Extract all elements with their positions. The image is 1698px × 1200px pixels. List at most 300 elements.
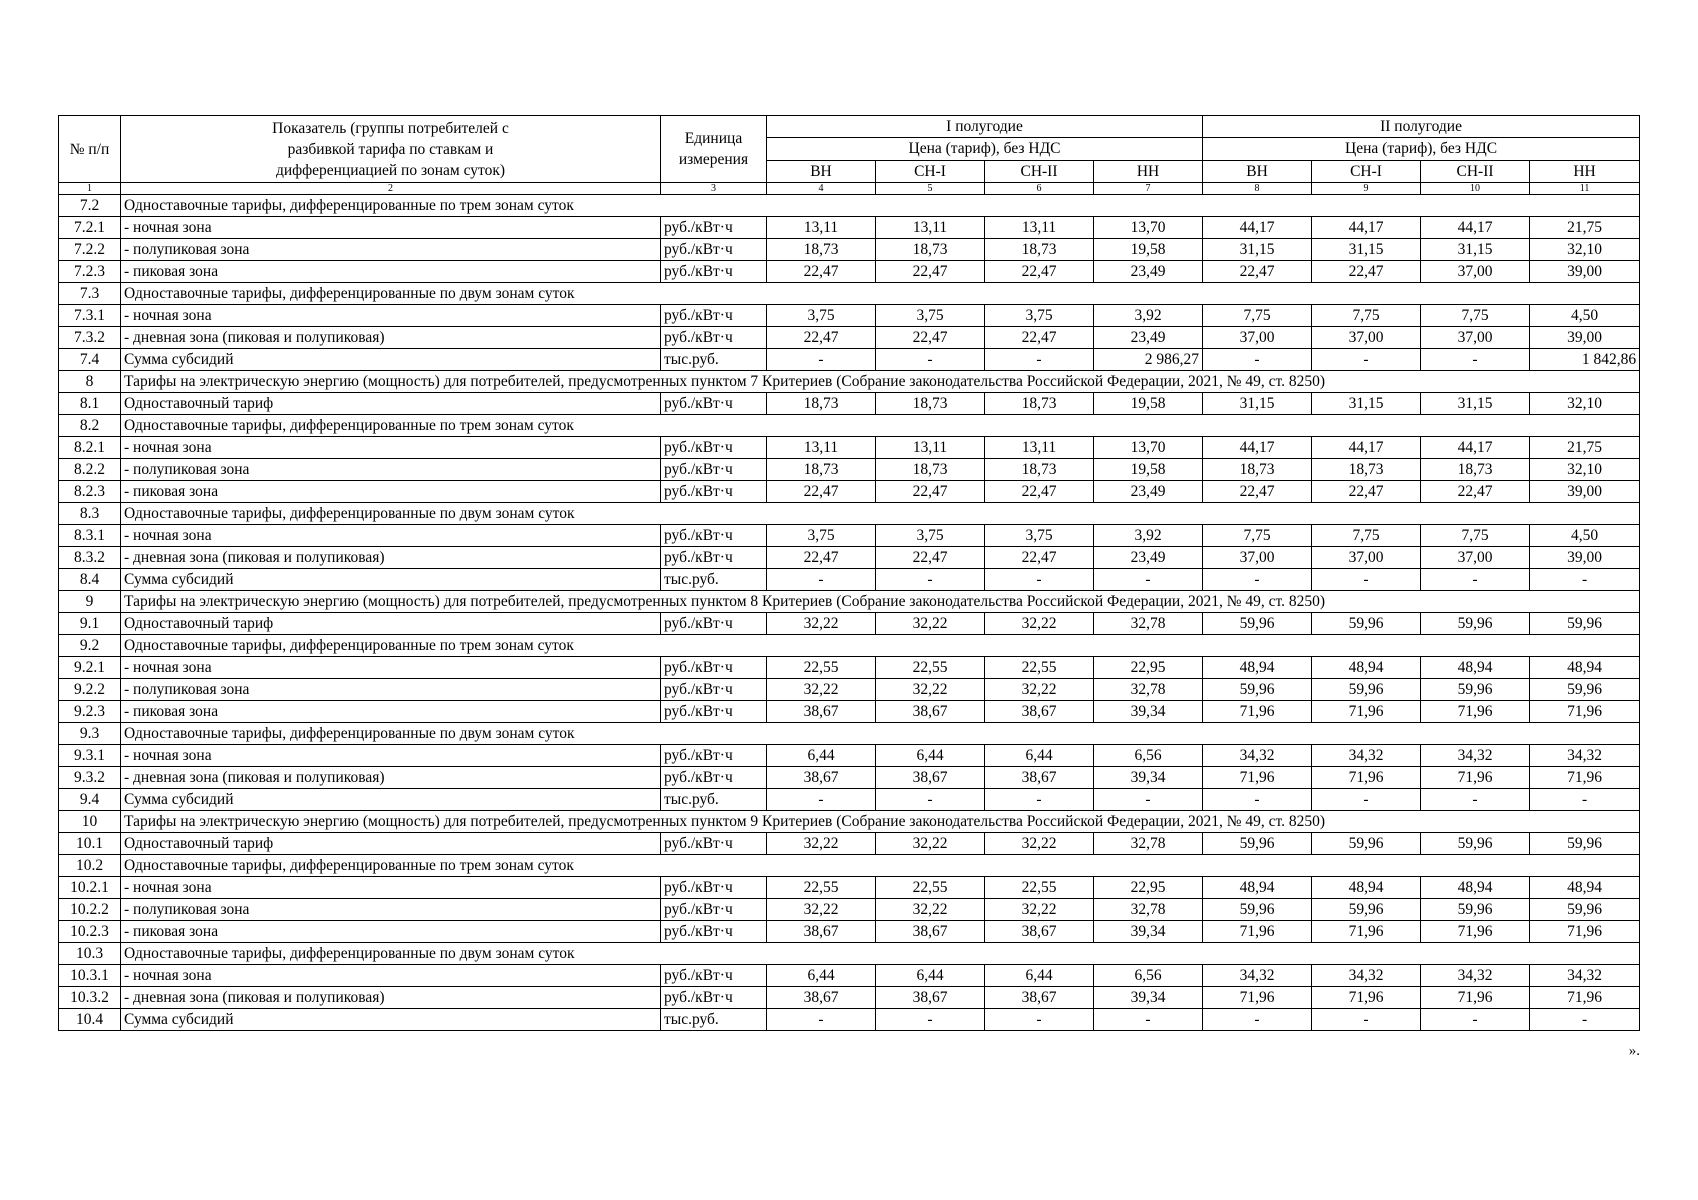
row-unit: руб./кВт·ч — [661, 899, 767, 921]
table-row — [59, 965, 1640, 987]
tariff-value: 34,32 — [1530, 745, 1640, 767]
row-number: 8.3.2 — [59, 547, 121, 569]
tariff-value: 18,73 — [985, 459, 1094, 481]
tariff-value: 22,55 — [767, 657, 876, 679]
tariff-value: 18,73 — [985, 393, 1094, 415]
table-row — [59, 481, 1640, 503]
header-half-2: II полугодие — [1203, 116, 1640, 138]
row-unit: руб./кВт·ч — [661, 217, 767, 239]
tariff-value: 71,96 — [1203, 921, 1312, 943]
tariff-value: - — [767, 1009, 876, 1031]
subsidy-row — [59, 349, 1640, 371]
tariff-value: 23,49 — [1094, 481, 1203, 503]
tariff-value: 38,67 — [985, 701, 1094, 723]
tariff-value: 59,96 — [1421, 833, 1530, 855]
header-half-1: I полугодие — [767, 116, 1203, 138]
tariff-value: 18,73 — [876, 239, 985, 261]
row-number: 9.2 — [59, 635, 121, 657]
tariff-value: 32,10 — [1530, 459, 1640, 481]
tariff-value: - — [876, 569, 985, 591]
tariff-value: 38,67 — [876, 921, 985, 943]
tariff-value: 71,96 — [1312, 987, 1421, 1009]
row-number: 9.3.2 — [59, 767, 121, 789]
tariff-value: 71,96 — [1203, 701, 1312, 723]
col-number: 8 — [1203, 183, 1312, 195]
col-number: 11 — [1530, 183, 1640, 195]
tariff-value: 32,22 — [876, 833, 985, 855]
row-unit: тыс.руб. — [661, 569, 767, 591]
row-number: 10.3.2 — [59, 987, 121, 1009]
tariff-value: 22,47 — [767, 547, 876, 569]
tariff-value: - — [1203, 789, 1312, 811]
tariff-value: 71,96 — [1312, 921, 1421, 943]
header-level: СН-II — [1421, 160, 1530, 182]
tariff-value: 59,96 — [1421, 613, 1530, 635]
tariff-value: 18,73 — [1203, 459, 1312, 481]
tariff-value: 2 986,27 — [1094, 349, 1203, 371]
tariff-value: 22,95 — [1094, 877, 1203, 899]
group-title: Одноставочные тарифы, дифференцированные по двум зонам суток — [121, 503, 1640, 525]
group-header-row — [59, 283, 1640, 305]
row-number: 7.2 — [59, 195, 121, 217]
tariff-value: 48,94 — [1530, 877, 1640, 899]
tariff-value: 22,47 — [985, 481, 1094, 503]
subsidy-row — [59, 569, 1640, 591]
tariff-value: - — [876, 789, 985, 811]
tariff-value: 38,67 — [985, 921, 1094, 943]
tariff-value: 44,17 — [1421, 217, 1530, 239]
row-number: 9.4 — [59, 789, 121, 811]
tariff-value: 32,78 — [1094, 613, 1203, 635]
tariff-value: 39,00 — [1530, 481, 1640, 503]
group-header-row — [59, 415, 1640, 437]
tariff-value: 32,22 — [767, 613, 876, 635]
section-header-row — [59, 371, 1640, 393]
col-number: 4 — [767, 183, 876, 195]
col-number: 6 — [985, 183, 1094, 195]
tariff-value: 38,67 — [767, 987, 876, 1009]
tariff-value: - — [1312, 789, 1421, 811]
tariff-value: 37,00 — [1421, 261, 1530, 283]
group-title: Одноставочные тарифы, дифференцированные по трем зонам суток — [121, 415, 1640, 437]
row-unit: тыс.руб. — [661, 789, 767, 811]
group-title: Одноставочные тарифы, дифференцированные по трем зонам суток — [121, 855, 1640, 877]
tariff-value: 19,58 — [1094, 393, 1203, 415]
row-number: 7.3 — [59, 283, 121, 305]
row-number: 7.2.3 — [59, 261, 121, 283]
row-label: Сумма субсидий — [121, 1009, 661, 1031]
header-level: ВН — [1203, 160, 1312, 182]
row-label: - полупиковая зона — [121, 239, 661, 261]
tariff-value: 48,94 — [1421, 877, 1530, 899]
table-row — [59, 833, 1640, 855]
tariff-value: - — [985, 349, 1094, 371]
row-number: 7.3.2 — [59, 327, 121, 349]
table-row — [59, 393, 1640, 415]
tariff-value: 22,47 — [767, 327, 876, 349]
tariff-value: 32,10 — [1530, 239, 1640, 261]
tariff-value: 71,96 — [1530, 701, 1640, 723]
tariff-value: 59,96 — [1203, 613, 1312, 635]
tariff-value: 7,75 — [1421, 305, 1530, 327]
header-price-2: Цена (тариф), без НДС — [1203, 138, 1640, 160]
tariff-value: 6,44 — [767, 745, 876, 767]
row-label: - ночная зона — [121, 965, 661, 987]
tariff-value: 31,15 — [1203, 239, 1312, 261]
tariff-value: 32,22 — [767, 899, 876, 921]
row-number: 8 — [59, 371, 121, 393]
tariff-value: 48,94 — [1312, 877, 1421, 899]
tariff-value: 22,47 — [876, 481, 985, 503]
tariff-value: 34,32 — [1312, 745, 1421, 767]
row-unit: руб./кВт·ч — [661, 679, 767, 701]
tariff-value: 34,32 — [1530, 965, 1640, 987]
tariff-value: 19,58 — [1094, 239, 1203, 261]
section-header-row — [59, 811, 1640, 833]
row-unit: руб./кВт·ч — [661, 877, 767, 899]
row-number: 7.2.1 — [59, 217, 121, 239]
tariff-value: 22,95 — [1094, 657, 1203, 679]
tariff-value: 22,47 — [1312, 481, 1421, 503]
header-level: НН — [1530, 160, 1640, 182]
tariff-value: 37,00 — [1312, 547, 1421, 569]
tariff-value: 7,75 — [1312, 305, 1421, 327]
tariff-value: 48,94 — [1530, 657, 1640, 679]
row-number: 8.1 — [59, 393, 121, 415]
tariff-value: 22,55 — [876, 657, 985, 679]
tariff-value: - — [1094, 1009, 1203, 1031]
table-row — [59, 437, 1640, 459]
row-unit: руб./кВт·ч — [661, 613, 767, 635]
header-col-indicator: Показатель (группы потребителей с разбивкой тарифа по ставкам и дифференциацией по зонам суток) — [121, 116, 661, 183]
row-number: 7.2.2 — [59, 239, 121, 261]
tariff-value: 6,44 — [985, 965, 1094, 987]
tariff-value: 18,73 — [876, 393, 985, 415]
tariff-value: 59,96 — [1421, 899, 1530, 921]
tariff-value: 6,56 — [1094, 745, 1203, 767]
header-level: СН-I — [1312, 160, 1421, 182]
row-number: 9.2.2 — [59, 679, 121, 701]
row-unit: руб./кВт·ч — [661, 657, 767, 679]
row-unit: руб./кВт·ч — [661, 745, 767, 767]
row-label: - полупиковая зона — [121, 459, 661, 481]
tariff-value: 22,47 — [876, 261, 985, 283]
row-label: Сумма субсидий — [121, 789, 661, 811]
group-header-row — [59, 723, 1640, 745]
tariff-table — [58, 115, 1640, 1031]
tariff-value: 13,11 — [876, 217, 985, 239]
tariff-value: 32,22 — [985, 899, 1094, 921]
row-unit: руб./кВт·ч — [661, 525, 767, 547]
tariff-value: 31,15 — [1421, 393, 1530, 415]
tariff-value: 3,75 — [767, 305, 876, 327]
tariff-value: 39,34 — [1094, 767, 1203, 789]
tariff-value: 22,55 — [876, 877, 985, 899]
row-number: 9.1 — [59, 613, 121, 635]
row-label: - пиковая зона — [121, 481, 661, 503]
group-header-row — [59, 943, 1640, 965]
row-label: Сумма субсидий — [121, 569, 661, 591]
table-row — [59, 261, 1640, 283]
tariff-value: 18,73 — [985, 239, 1094, 261]
header-row-col-numbers — [59, 183, 1640, 195]
row-number: 8.2.3 — [59, 481, 121, 503]
table-row — [59, 327, 1640, 349]
tariff-value: 1 842,86 — [1530, 349, 1640, 371]
tariff-value: 13,11 — [876, 437, 985, 459]
tariff-value: 59,96 — [1312, 613, 1421, 635]
tariff-value: 6,44 — [876, 745, 985, 767]
row-unit: руб./кВт·ч — [661, 261, 767, 283]
tariff-value: 3,75 — [985, 305, 1094, 327]
tariff-value: 38,67 — [767, 701, 876, 723]
row-unit: руб./кВт·ч — [661, 239, 767, 261]
tariff-value: 32,22 — [876, 613, 985, 635]
tariff-value: 22,47 — [1203, 481, 1312, 503]
tariff-value: 44,17 — [1203, 437, 1312, 459]
tariff-value: - — [1312, 349, 1421, 371]
tariff-value: - — [1203, 569, 1312, 591]
tariff-value: - — [1203, 349, 1312, 371]
tariff-value: 13,70 — [1094, 437, 1203, 459]
table-row — [59, 767, 1640, 789]
tariff-value: 19,58 — [1094, 459, 1203, 481]
row-unit: руб./кВт·ч — [661, 965, 767, 987]
tariff-value: 32,22 — [985, 833, 1094, 855]
tariff-value: 37,00 — [1312, 327, 1421, 349]
header-level: ВН — [767, 160, 876, 182]
header-col-unit: Единица измерения — [661, 116, 767, 183]
tariff-value: 37,00 — [1421, 327, 1530, 349]
row-number: 10.2.2 — [59, 899, 121, 921]
tariff-value: 34,32 — [1312, 965, 1421, 987]
row-unit: руб./кВт·ч — [661, 481, 767, 503]
tariff-value: 48,94 — [1421, 657, 1530, 679]
row-label: - полупиковая зона — [121, 679, 661, 701]
tariff-value: 34,32 — [1421, 745, 1530, 767]
tariff-value: 22,47 — [985, 327, 1094, 349]
table-row — [59, 305, 1640, 327]
group-header-row — [59, 503, 1640, 525]
row-label: Одноставочный тариф — [121, 613, 661, 635]
section-title: Тарифы на электрическую энергию (мощность) для потребителей, предусмотренных пунктом 7 Критериев (Собрание законодательства Российской Федерации, 2021, № 49, ст. 8250) — [121, 371, 1640, 393]
tariff-value: 6,44 — [985, 745, 1094, 767]
tariff-value: - — [1421, 349, 1530, 371]
tariff-value: 32,22 — [876, 679, 985, 701]
tariff-value: 39,34 — [1094, 701, 1203, 723]
tariff-value: - — [876, 1009, 985, 1031]
tariff-value: 32,10 — [1530, 393, 1640, 415]
tariff-value: 37,00 — [1203, 547, 1312, 569]
tariff-value: - — [1312, 569, 1421, 591]
row-label: - пиковая зона — [121, 701, 661, 723]
tariff-value: 23,49 — [1094, 547, 1203, 569]
tariff-value: 3,75 — [767, 525, 876, 547]
header-col-num: № п/п — [59, 116, 121, 183]
tariff-value: 59,96 — [1203, 833, 1312, 855]
subsidy-row — [59, 789, 1640, 811]
tariff-value: 71,96 — [1312, 701, 1421, 723]
row-number: 9.3.1 — [59, 745, 121, 767]
col-number: 7 — [1094, 183, 1203, 195]
tariff-value: 44,17 — [1421, 437, 1530, 459]
row-label: - дневная зона (пиковая и полупиковая) — [121, 547, 661, 569]
tariff-value: 22,47 — [1203, 261, 1312, 283]
tariff-value: 3,75 — [876, 305, 985, 327]
col-number: 1 — [59, 183, 121, 195]
table-row — [59, 239, 1640, 261]
tariff-value: - — [1312, 1009, 1421, 1031]
table-header — [59, 116, 1640, 195]
row-label: - ночная зона — [121, 745, 661, 767]
row-number: 9.2.1 — [59, 657, 121, 679]
row-label: - полупиковая зона — [121, 899, 661, 921]
tariff-value: - — [1530, 569, 1640, 591]
row-label: - ночная зона — [121, 305, 661, 327]
tariff-value: 39,00 — [1530, 547, 1640, 569]
row-label: - дневная зона (пиковая и полупиковая) — [121, 987, 661, 1009]
tariff-value: 23,49 — [1094, 327, 1203, 349]
tariff-value: 22,47 — [1421, 481, 1530, 503]
tariff-value: - — [876, 349, 985, 371]
tariff-value: 71,96 — [1312, 767, 1421, 789]
tariff-value: 71,96 — [1421, 701, 1530, 723]
tariff-value: 22,47 — [985, 261, 1094, 283]
tariff-value: 38,67 — [767, 767, 876, 789]
tariff-value: 71,96 — [1203, 767, 1312, 789]
row-number: 7.4 — [59, 349, 121, 371]
table-row — [59, 547, 1640, 569]
col-number: 9 — [1312, 183, 1421, 195]
tariff-value: 32,78 — [1094, 679, 1203, 701]
tariff-value: - — [1203, 1009, 1312, 1031]
subsidy-row — [59, 1009, 1640, 1031]
row-number: 8.2 — [59, 415, 121, 437]
tariff-value: 13,11 — [767, 217, 876, 239]
tariff-value: 22,55 — [767, 877, 876, 899]
tariff-value: 34,32 — [1203, 965, 1312, 987]
table-row — [59, 745, 1640, 767]
row-number: 10.2.3 — [59, 921, 121, 943]
tariff-value: 22,47 — [985, 547, 1094, 569]
tariff-value: - — [1530, 789, 1640, 811]
tariff-value: - — [1094, 789, 1203, 811]
tariff-value: 7,75 — [1312, 525, 1421, 547]
tariff-value: 39,00 — [1530, 327, 1640, 349]
tariff-value: 38,67 — [876, 987, 985, 1009]
tariff-value: 22,47 — [767, 481, 876, 503]
table-row — [59, 987, 1640, 1009]
tariff-value: 21,75 — [1530, 437, 1640, 459]
col-number: 3 — [661, 183, 767, 195]
row-number: 10 — [59, 811, 121, 833]
tariff-value: 39,34 — [1094, 987, 1203, 1009]
tariff-value: 44,17 — [1312, 217, 1421, 239]
tariff-value: 59,96 — [1312, 833, 1421, 855]
row-label: - пиковая зона — [121, 921, 661, 943]
table-row — [59, 525, 1640, 547]
tariff-value: 18,73 — [1312, 459, 1421, 481]
table-row — [59, 877, 1640, 899]
tariff-value: 31,15 — [1421, 239, 1530, 261]
tariff-value: 59,96 — [1530, 899, 1640, 921]
table-row — [59, 459, 1640, 481]
tariff-value: 39,34 — [1094, 921, 1203, 943]
row-number: 9.2.3 — [59, 701, 121, 723]
table-row — [59, 701, 1640, 723]
tariff-value: - — [767, 349, 876, 371]
tariff-value: 22,47 — [767, 261, 876, 283]
tariff-value: 44,17 — [1312, 437, 1421, 459]
tariff-value: 3,75 — [876, 525, 985, 547]
tariff-value: 18,73 — [876, 459, 985, 481]
tariff-value: 44,17 — [1203, 217, 1312, 239]
tariff-value: 13,11 — [985, 217, 1094, 239]
tariff-value: 48,94 — [1312, 657, 1421, 679]
tariff-value: 13,70 — [1094, 217, 1203, 239]
row-number: 9.3 — [59, 723, 121, 745]
row-unit: тыс.руб. — [661, 1009, 767, 1031]
header-level: СН-II — [985, 160, 1094, 182]
tariff-value: 6,44 — [876, 965, 985, 987]
tariff-value: 22,47 — [876, 327, 985, 349]
tariff-value: 23,49 — [1094, 261, 1203, 283]
section-title: Тарифы на электрическую энергию (мощность) для потребителей, предусмотренных пунктом 9 Критериев (Собрание законодательства Российской Федерации, 2021, № 49, ст. 8250) — [121, 811, 1640, 833]
tariff-value: 59,96 — [1530, 679, 1640, 701]
tariff-value: - — [1421, 1009, 1530, 1031]
row-number: 10.1 — [59, 833, 121, 855]
tariff-value: 13,11 — [985, 437, 1094, 459]
tariff-value: 71,96 — [1530, 767, 1640, 789]
tariff-value: 18,73 — [767, 393, 876, 415]
header-level: СН-I — [876, 160, 985, 182]
tariff-value: 32,22 — [767, 679, 876, 701]
tariff-value: 71,96 — [1530, 987, 1640, 1009]
tariff-value: 59,96 — [1421, 679, 1530, 701]
row-number: 8.3.1 — [59, 525, 121, 547]
col-number: 5 — [876, 183, 985, 195]
tariff-value: 37,00 — [1203, 327, 1312, 349]
tariff-value: 71,96 — [1421, 767, 1530, 789]
row-label: - ночная зона — [121, 657, 661, 679]
tariff-value: 32,22 — [876, 899, 985, 921]
row-label: - ночная зона — [121, 877, 661, 899]
table-row — [59, 679, 1640, 701]
tariff-value: 4,50 — [1530, 305, 1640, 327]
tariff-value: 21,75 — [1530, 217, 1640, 239]
tariff-value: 7,75 — [1203, 305, 1312, 327]
row-unit: руб./кВт·ч — [661, 305, 767, 327]
tariff-value: 7,75 — [1203, 525, 1312, 547]
tariff-value: 32,78 — [1094, 833, 1203, 855]
tariff-value: 32,22 — [767, 833, 876, 855]
row-unit: руб./кВт·ч — [661, 459, 767, 481]
tariff-value: - — [985, 1009, 1094, 1031]
table-row — [59, 217, 1640, 239]
table-body — [59, 195, 1640, 1031]
row-unit: тыс.руб. — [661, 349, 767, 371]
group-header-row — [59, 635, 1640, 657]
group-header-row — [59, 195, 1640, 217]
tariff-value: - — [767, 789, 876, 811]
tariff-value: 59,96 — [1530, 613, 1640, 635]
row-number: 10.4 — [59, 1009, 121, 1031]
tariff-value: 48,94 — [1203, 877, 1312, 899]
tariff-value: 3,75 — [985, 525, 1094, 547]
tariff-value: 37,00 — [1421, 547, 1530, 569]
tariff-value: - — [1421, 789, 1530, 811]
row-number: 10.2 — [59, 855, 121, 877]
